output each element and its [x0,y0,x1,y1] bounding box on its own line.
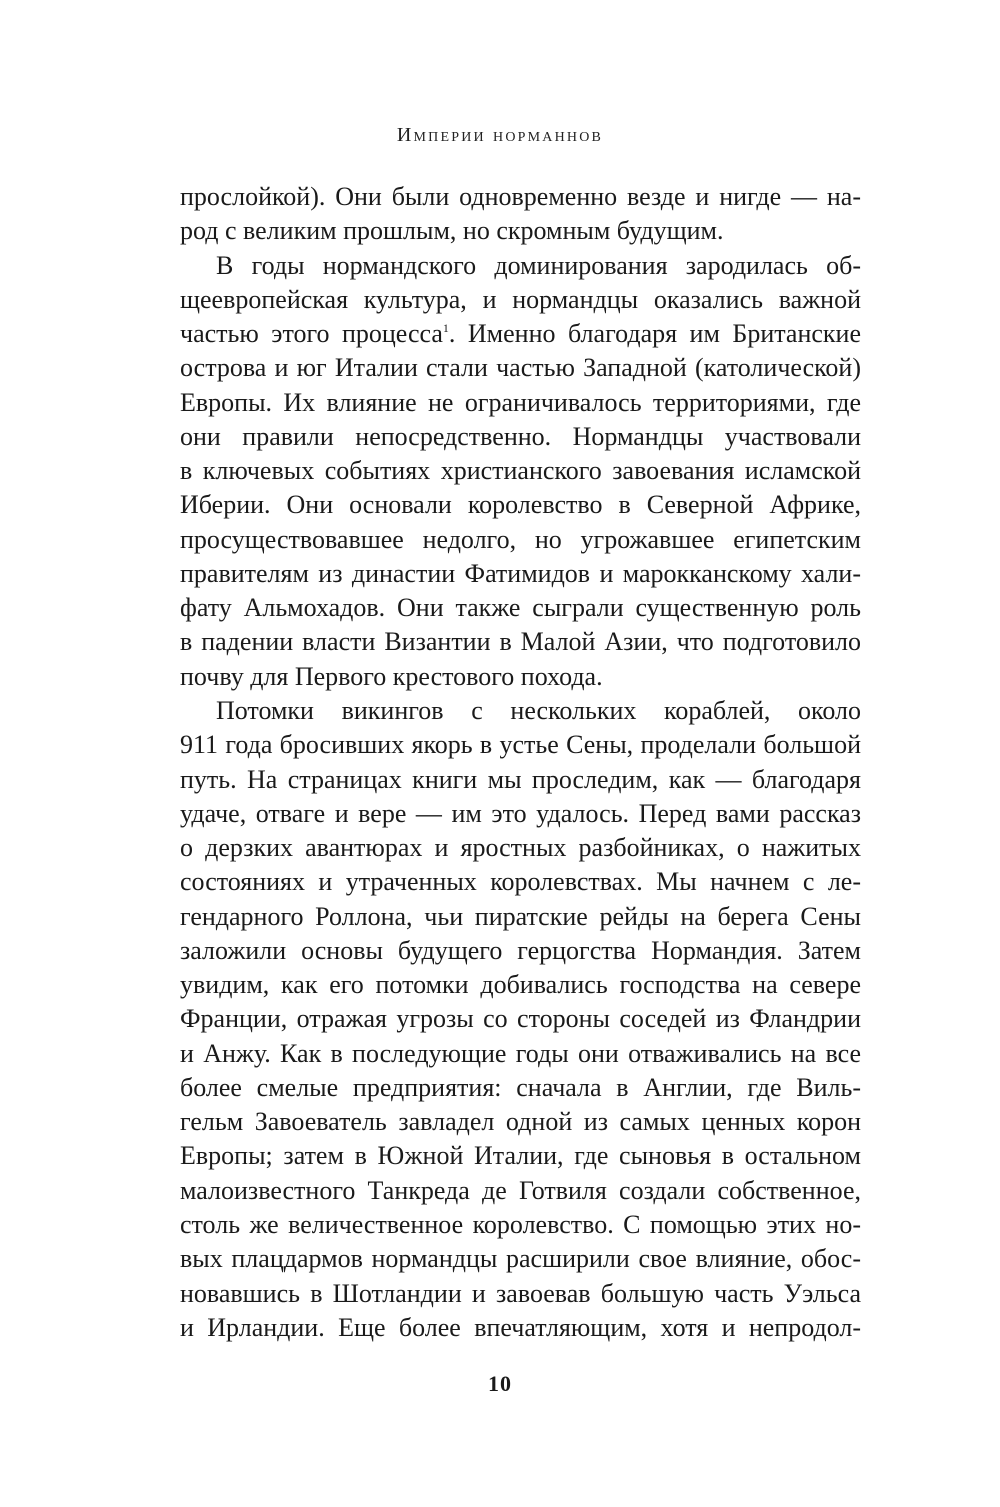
text-line: столь же величественное королевство. С помощью этих но- [180,1209,861,1239]
text-line: более смелые предприятия: сначала в Англии, где Виль- [180,1072,861,1102]
text-line: Европы. Их влияние не ограничивалось территориями, где [180,387,861,417]
text-fragment: частью этого процесса [180,319,443,349]
text-line: новавшись в Шотландии и завоевав большую часть Уэльса [180,1278,861,1308]
text-line: удаче, отваге и вере — им это удалось. Перед вами рассказ [180,798,861,828]
text-line: просуществовавшее недолго, но угрожавшее египетским [180,524,861,554]
text-line-with-footnote [180,317,861,351]
text-fragment: . Именно благодаря им Британские [448,319,861,349]
text-line: Европы; затем в Южной Италии, где сыновья в остальном [180,1141,861,1171]
text-line: состояниях и утраченных королевствах. Мы начнем с ле- [180,867,861,897]
text-line: заложили основы будущего герцогства Нормандия. Затем [180,935,861,965]
text-line: о дерзких авантюрах и яростных разбойниках, о нажитых [180,833,861,863]
text-line: путь. На страницах книги мы проследим, как — благодаря [180,764,861,794]
text-line: почву для Первого крестового похода. [180,661,603,691]
text-line: правителям из династии Фатимидов и марокканскому хали- [180,558,861,588]
text-line: В годы нормандского доминирования зародилась об- [216,250,861,280]
text-line: они правили непосредственно. Нормандцы участвовали [180,421,861,451]
text-line: фату Альмохадов. Они также сыграли существенную роль [180,593,861,623]
page-number: 10 [488,1371,512,1396]
text-line: увидим, как его потомки добивались господства на севере [180,970,861,1000]
text-line: в падении власти Византии в Малой Азии, что подготовило [180,627,861,657]
running-head: Империи норманнов [396,124,604,146]
text-line: острова и юг Италии стали частью Западной (католической) [180,353,861,383]
text-line: прослойкой). Они были одновременно везде и нигде — на- [180,182,861,211]
body-text [180,180,861,1345]
text-line: род с великим прошлым, но скромным будущим. [180,216,724,246]
text-line: гельм Завоеватель завладел одной из самых ценных корон [180,1107,861,1137]
paragraph [180,180,861,249]
text-line: щеевропейская культура, и нормандцы оказались важной [180,284,861,314]
footnote-ref[interactable]: 1 [442,321,449,336]
text-line: Иберии. Они основали королевство в Северной Африке, [180,490,861,520]
paragraph [180,249,861,694]
text-line: и Анжу. Как в последующие годы они отваживались на все [180,1038,861,1068]
text-line: вых плацдармов нормандцы расширили свое влияние, обос- [180,1244,861,1274]
text-line: и Ирландии. Еще более впечатляющим, хотя и непродол- [180,1312,861,1342]
text-line: Потомки викингов с нескольких кораблей, около [216,695,861,725]
text-line: Франции, отражая угрозы со стороны соседей из Фландрии [180,1004,861,1034]
text-line: малоизвестного Танкреда де Готвиля создали собственное, [180,1175,861,1205]
text-line: в ключевых событиях христианского завоевания исламской [180,456,861,486]
text-line: 911 года бросивших якорь в устье Сены, проделали большой [180,730,861,760]
text-line: гендарного Роллона, чьи пиратские рейды на берега Сены [180,901,861,931]
paragraph [180,694,861,1345]
